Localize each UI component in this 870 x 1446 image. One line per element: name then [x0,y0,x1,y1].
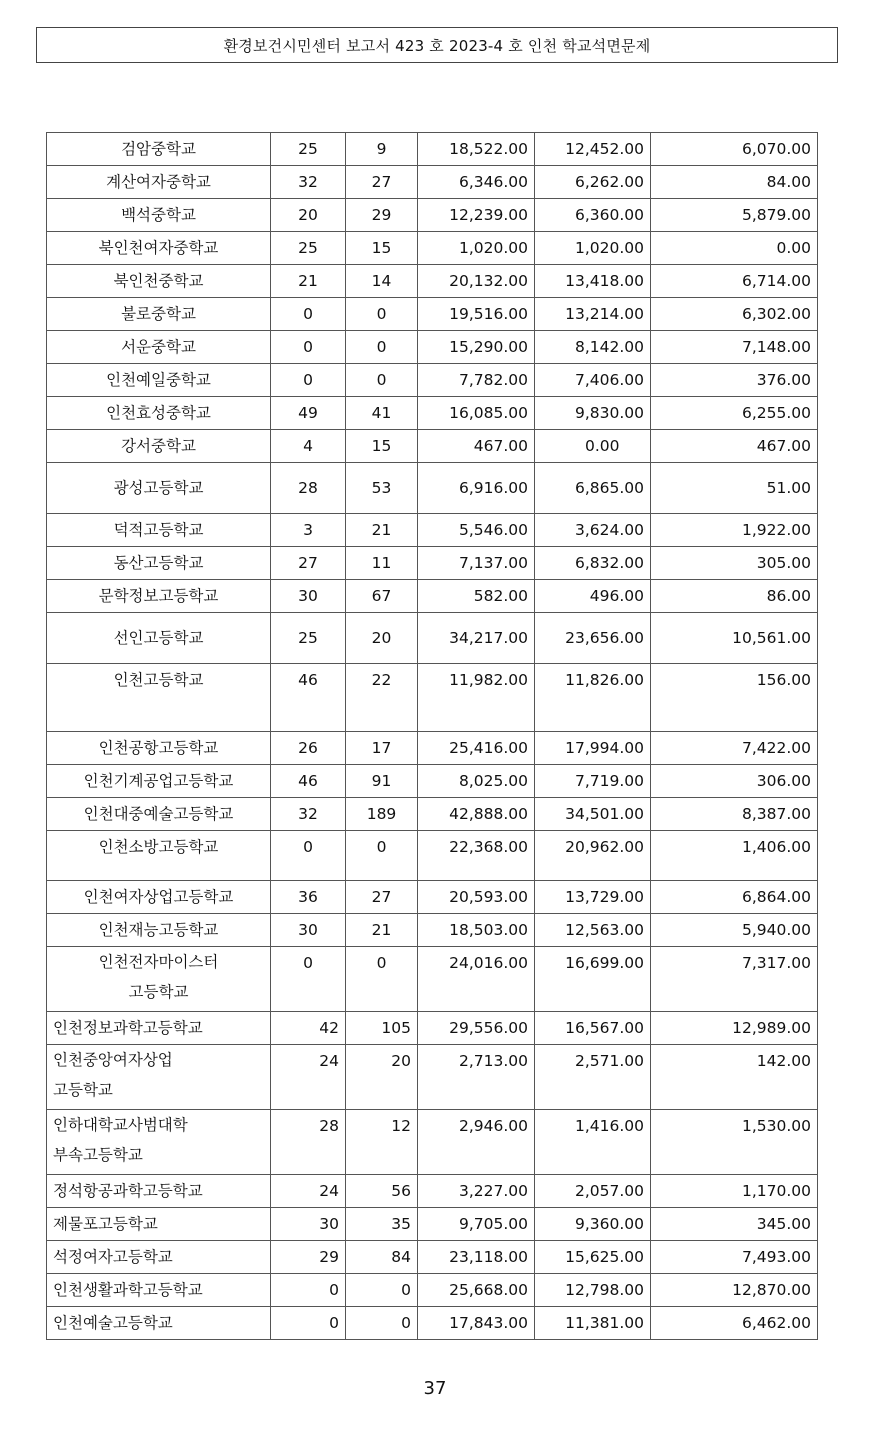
table-row: 인천예일중학교 0 0 7,782.00 7,406.00 376.00 [47,364,818,397]
school-name: 인천예일중학교 [47,364,271,397]
school-name: 석정여자고등학교 [47,1241,271,1274]
report-title: 환경보건시민센터 보고서 423 호 2023-4 호 인천 학교석면문제 [223,36,651,55]
page-number: 37 [423,1378,447,1399]
school-name: 인하대학교사범대학 부속고등학교 [47,1110,271,1175]
table-row: 광성고등학교 28 53 6,916.00 6,865.00 51.00 [47,463,818,514]
table-row: 인천예술고등학교 0 0 17,843.00 11,381.00 6,462.00 [47,1307,818,1340]
school-name: 인천중앙여자상업 고등학교 [47,1045,271,1110]
school-name: 인천여자상업고등학교 [47,881,271,914]
school-name: 광성고등학교 [47,463,271,514]
report-header [36,27,838,63]
school-name: 인천소방고등학교 [47,831,271,881]
table-row: 인천재능고등학교 30 21 18,503.00 12,563.00 5,940.00 [47,914,818,947]
school-name: 동산고등학교 [47,547,271,580]
table-row: 인하대학교사범대학 부속고등학교 28 12 2,946.00 1,416.00 1,530.00 [47,1110,818,1175]
school-name: 덕적고등학교 [47,514,271,547]
school-name: 서운중학교 [47,331,271,364]
table-row: 북인천여자중학교 25 15 1,020.00 1,020.00 0.00 [47,232,818,265]
school-name: 인천전자마이스터 고등학교 [47,947,271,1012]
table-row: 인천기계공업고등학교 46 91 8,025.00 7,719.00 306.00 [47,765,818,798]
school-name: 검암중학교 [47,133,271,166]
table-row: 불로중학교 0 0 19,516.00 13,214.00 6,302.00 [47,298,818,331]
school-name: 인천고등학교 [47,664,271,732]
table-row: 인천고등학교 46 22 11,982.00 11,826.00 156.00 [47,664,818,732]
school-name: 계산여자중학교 [47,166,271,199]
school-name: 인천공항고등학교 [47,732,271,765]
table-row: 인천중앙여자상업 고등학교 24 20 2,713.00 2,571.00 142.00 [47,1045,818,1110]
school-name: 인천기계공업고등학교 [47,765,271,798]
table-row: 덕적고등학교 3 21 5,546.00 3,624.00 1,922.00 [47,514,818,547]
table-row: 서운중학교 0 0 15,290.00 8,142.00 7,148.00 [47,331,818,364]
school-name: 강서중학교 [47,430,271,463]
table-row: 인천전자마이스터 고등학교 0 0 24,016.00 16,699.00 7,317.00 [47,947,818,1012]
table-row: 정석항공과학고등학교 24 56 3,227.00 2,057.00 1,170.00 [47,1175,818,1208]
table-row: 석정여자고등학교 29 84 23,118.00 15,625.00 7,493.00 [47,1241,818,1274]
school-name: 인천재능고등학교 [47,914,271,947]
school-name: 선인고등학교 [47,613,271,664]
school-name: 인천예술고등학교 [47,1307,271,1340]
school-name: 백석중학교 [47,199,271,232]
school-name: 인천정보과학고등학교 [47,1012,271,1045]
school-name: 불로중학교 [47,298,271,331]
table-row: 인천효성중학교 49 41 16,085.00 9,830.00 6,255.00 [47,397,818,430]
school-name: 문학정보고등학교 [47,580,271,613]
table-row: 제물포고등학교 30 35 9,705.00 9,360.00 345.00 [47,1208,818,1241]
school-name: 인천효성중학교 [47,397,271,430]
table-row: 인천대중예술고등학교 32 189 42,888.00 34,501.00 8,387.00 [47,798,818,831]
table-row: 인천여자상업고등학교 36 27 20,593.00 13,729.00 6,864.00 [47,881,818,914]
table-row: 인천소방고등학교 0 0 22,368.00 20,962.00 1,406.00 [47,831,818,881]
table-row: 인천공항고등학교 26 17 25,416.00 17,994.00 7,422.00 [47,732,818,765]
table-row: 인천생활과학고등학교 0 0 25,668.00 12,798.00 12,870.00 [47,1274,818,1307]
school-name: 인천대중예술고등학교 [47,798,271,831]
table-row: 동산고등학교 27 11 7,137.00 6,832.00 305.00 [47,547,818,580]
table-row: 강서중학교 4 15 467.00 0.00 467.00 [47,430,818,463]
school-name: 정석항공과학고등학교 [47,1175,271,1208]
school-name: 북인천중학교 [47,265,271,298]
school-name: 제물포고등학교 [47,1208,271,1241]
school-asbestos-table [46,132,818,1340]
school-name: 북인천여자중학교 [47,232,271,265]
table-row: 계산여자중학교 32 27 6,346.00 6,262.00 84.00 [47,166,818,199]
school-name: 인천생활과학고등학교 [47,1274,271,1307]
table-row: 북인천중학교 21 14 20,132.00 13,418.00 6,714.00 [47,265,818,298]
table-row: 문학정보고등학교 30 67 582.00 496.00 86.00 [47,580,818,613]
table-row: 인천정보과학고등학교 42 105 29,556.00 16,567.00 12,989.00 [47,1012,818,1045]
table-row: 백석중학교 20 29 12,239.00 6,360.00 5,879.00 [47,199,818,232]
table-row: 검암중학교 25 9 18,522.00 12,452.00 6,070.00 [47,133,818,166]
table-row: 선인고등학교 25 20 34,217.00 23,656.00 10,561.00 [47,613,818,664]
